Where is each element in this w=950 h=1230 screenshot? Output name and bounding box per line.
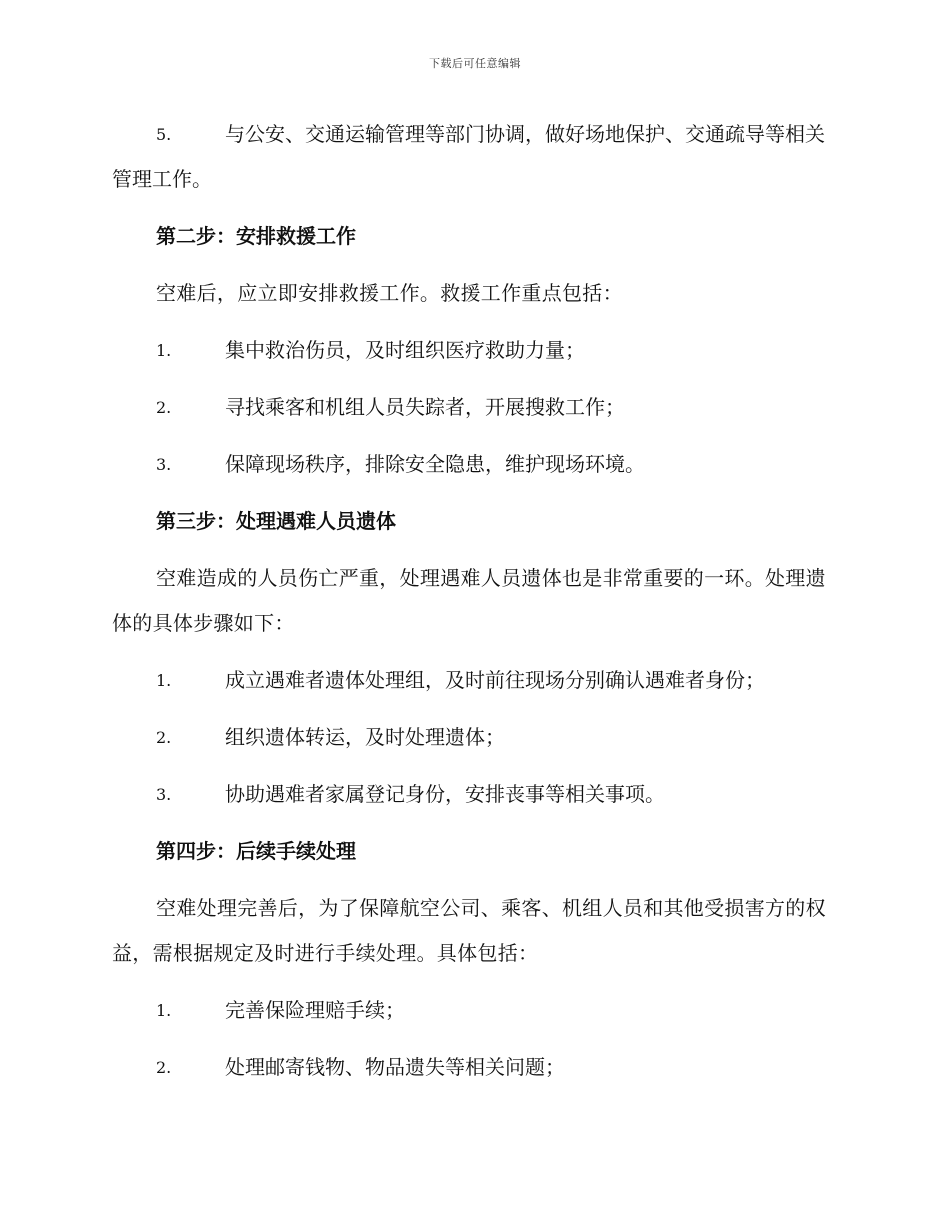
list-item — [112, 988, 834, 1033]
list-item-5 — [112, 112, 834, 202]
list-text: 协助遇难者家属登记身份，安排丧事等相关事项。 — [225, 782, 665, 806]
list-item — [112, 385, 834, 430]
list-text: 与公安、交通运输管理等部门协调，做好场地保护、交通疏导等相关管理工作。 — [112, 122, 825, 191]
list-item — [112, 772, 834, 817]
document-body — [112, 112, 834, 1102]
section-heading-step2: 第二步：安排救援工作 — [156, 224, 356, 248]
list-text: 成立遇难者遗体处理组，及时前往现场分别确认遇难者身份； — [225, 668, 765, 692]
list-text: 处理邮寄钱物、物品遗失等相关问题； — [225, 1055, 565, 1079]
section-heading-step4: 第四步：后续手续处理 — [156, 839, 356, 863]
list-number: 2. — [156, 1058, 172, 1077]
list-text: 完善保险理赔手续； — [225, 998, 405, 1022]
paragraph: 空难造成的人员伤亡严重，处理遇难人员遗体也是非常重要的一环。处理遗体的具体步骤如下： — [112, 566, 826, 635]
list-number: 5. — [156, 125, 172, 144]
section-heading-step3: 第三步：处理遇难人员遗体 — [156, 509, 396, 533]
list-item — [112, 442, 834, 487]
list-number: 2. — [156, 728, 172, 747]
list-number: 3. — [156, 455, 172, 474]
list-text: 寻找乘客和机组人员失踪者，开展搜救工作； — [225, 395, 625, 419]
page-header: 下载后可任意编辑 — [429, 57, 521, 70]
list-item — [112, 658, 834, 703]
paragraph: 空难处理完善后，为了保障航空公司、乘客、机组人员和其他受损害方的权益，需根据规定及时进行手续处理。具体包括： — [112, 896, 826, 965]
list-item — [112, 715, 834, 760]
list-number: 1. — [156, 671, 172, 690]
list-text: 组织遗体转运，及时处理遗体； — [225, 725, 505, 749]
list-number: 3. — [156, 785, 172, 804]
list-text: 集中救治伤员，及时组织医疗救助力量； — [225, 338, 585, 362]
list-item — [112, 328, 834, 373]
list-number: 1. — [156, 1001, 172, 1020]
list-number: 2. — [156, 398, 172, 417]
list-number: 1. — [156, 341, 172, 360]
list-text: 保障现场秩序，排除安全隐患，维护现场环境。 — [225, 452, 645, 476]
list-item — [112, 1045, 834, 1090]
paragraph: 空难后，应立即安排救援工作。救援工作重点包括： — [156, 281, 623, 305]
